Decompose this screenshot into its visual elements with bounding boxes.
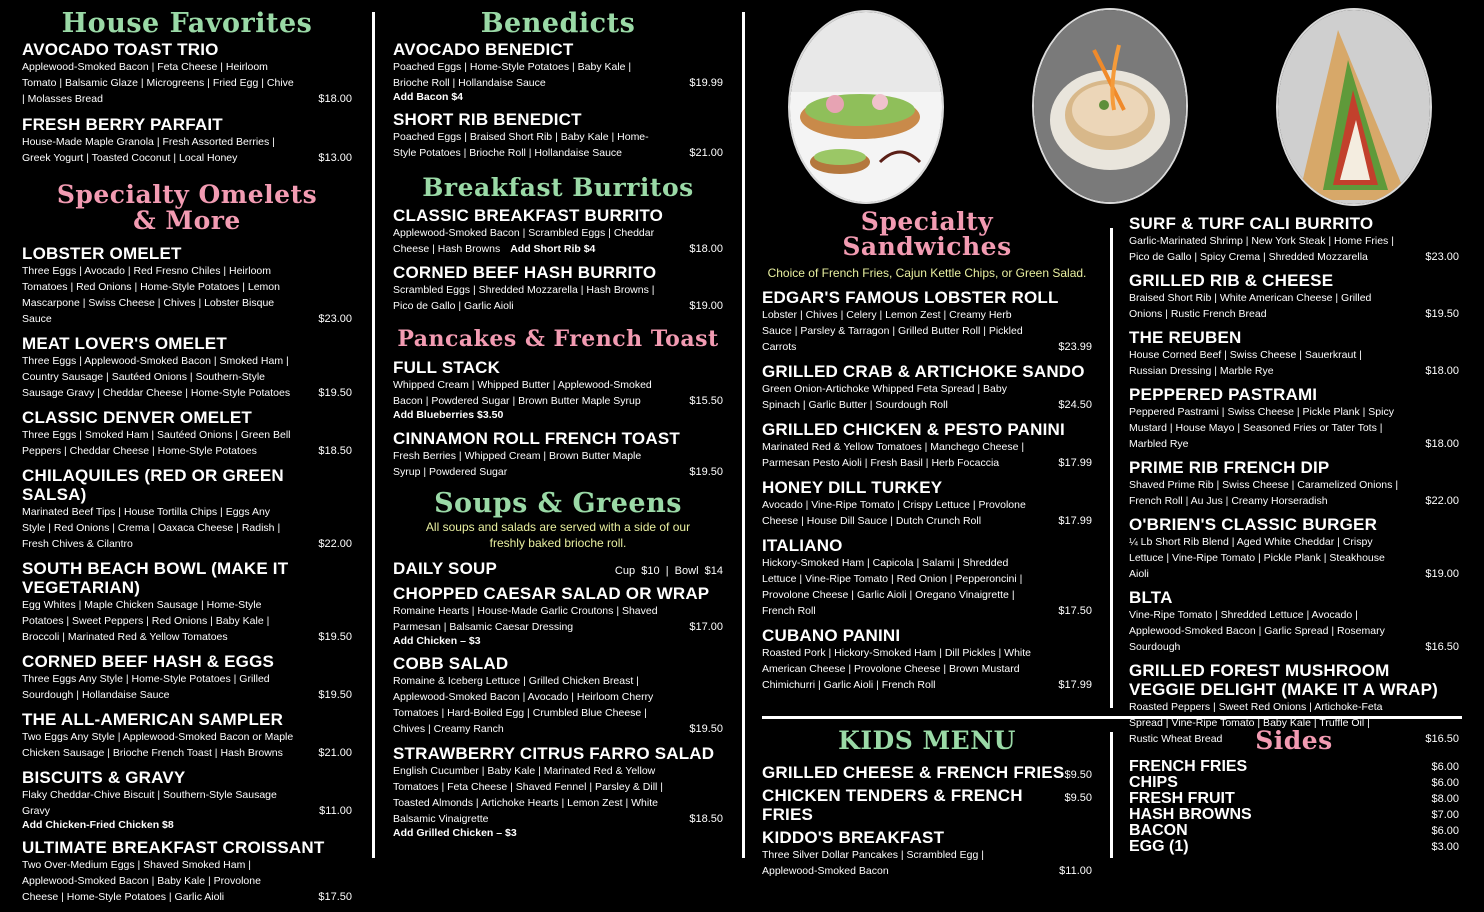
menu-item-description [22,729,352,761]
house-favorites-list [22,40,352,166]
sandwiches-list [762,288,1092,693]
menu-item-price: $13.00 [318,152,352,164]
menu-item-price: $18.00 [1425,365,1459,377]
menu-item-name: ULTIMATE BREAKFAST CROISSANT [22,838,325,857]
divider-1 [372,12,375,858]
menu-item [1129,214,1459,265]
menu-item-price: $17.99 [1058,515,1092,527]
menu-item-desc-text: Avocado | Vine-Ripe Tomato | Crispy Lettuce | Provolone Cheese | House Dill Sauce | Dutch Crunch Roll [762,499,1026,527]
menu-item-name: AVOCADO TOAST TRIO [22,40,219,59]
menu-item-desc-text: Poached Eggs | Braised Short Rib | Baby Kale | Home-Style Potatoes | Brioche Roll | Hollandaise Sauce [393,131,649,159]
menu-item-price: $18.50 [318,445,352,457]
menu-item-addon: Add Short Rib $4 [510,243,596,255]
menu-item-description [22,427,352,459]
menu-item-desc-text: Scrambled Eggs | Shredded Mozzarella | Hash Browns | Pico de Gallo | Garlic Aioli [393,284,655,312]
menu-item-name: O'BRIEN'S CLASSIC BURGER [1129,515,1378,534]
menu-item-desc-text: Shaved Prime Rib | Swiss Cheese | Caramelized Onions | French Roll | Au Jus | Creamy Horseradish [1129,479,1399,507]
menu-item-description [22,597,352,645]
section-title-house-favorites: House Favorites [61,8,313,39]
menu-item [1129,588,1459,655]
section-title-omelets-2: & More [133,206,241,235]
menu-item-price: $17.50 [318,891,352,903]
menu-item [762,288,1092,355]
sides-list [1129,759,1459,855]
menu-item-addon: Add Bacon $4 [393,91,464,103]
menu-item-price: $23.99 [1058,341,1092,353]
side-item-price: $6.00 [1431,761,1459,773]
menu-item-name: THE ALL-AMERICAN SAMPLER [22,710,284,729]
menu-item-price: $18.00 [318,93,352,105]
menu-item [22,244,352,327]
menu-item-name: FULL STACK [393,358,501,377]
menu-item-name: MEAT LOVER'S OMELET [22,334,227,353]
menu-item-name: KIDDO'S BREAKFAST [762,828,945,847]
menu-item-price: $23.00 [318,313,352,325]
burritos-list [393,206,723,314]
menu-item-name: SURF & TURF CALI BURRITO [1129,214,1374,233]
menu-item-desc-text: Garlic-Marinated Shrimp | New York Steak | Home Fries | Pico de Gallo | Spicy Crema | Shredded Mozzarella [1129,235,1394,263]
menu-item-description [1129,534,1459,582]
menu-item-description [762,307,1092,355]
menu-item-desc-text: English Cucumber | Baby Kale | Marinated Red & Yellow Tomatoes | Feta Cheese | Shaved Fennel | Parsley & Dill | Toasted Almonds | Artichoke Hearts | Lemon Zest | White Balsamic Vinaigrette [393,765,664,825]
photo-sandwich [1276,8,1432,206]
side-item-name: CHIPS [1129,774,1178,791]
menu-item [1129,385,1459,452]
menu-item-description [22,504,352,552]
menu-item-name: CHILAQUILES (RED OR GREEN SALSA) [22,466,284,504]
menu-item [762,536,1092,619]
menu-item-description [393,225,723,257]
menu-item [22,652,352,703]
menu-item [22,768,352,831]
menu-item-desc-text: Three Eggs | Avocado | Red Fresno Chiles | Heirloom Tomatoes | Red Onions | Home-Style Potatoes | Lemon Mascarpone | Swiss Cheese | Chives | Lobster Bisque Sauce [22,265,280,325]
menu-item-price: $19.50 [318,387,352,399]
menu-item-name: STRAWBERRY CITRUS FARRO SALAD [393,744,715,763]
menu-item-name: GRILLED CHEESE & FRENCH FRIES [762,763,1065,782]
side-item-price: $6.00 [1431,777,1459,789]
menu-item-description [393,673,723,737]
menu-item-desc-text: Braised Short Rib | White American Cheese | Grilled Onions | Rustic French Bread [1129,292,1372,320]
menu-item-name: AVOCADO BENEDICT [393,40,574,59]
cup-price: $10 [641,565,660,577]
menu-item-price: $18.00 [689,243,723,255]
cup-label: Cup [614,565,636,577]
menu-item-name: HONEY DILL TURKEY [762,478,943,497]
menu-item-desc-text: Two Eggs Any Style | Applewood-Smoked Bacon or Maple Chicken Sausage | Brioche French Toast | Hash Browns [22,731,294,759]
menu-item-price: $16.50 [1425,641,1459,653]
menu-item-description [393,377,723,409]
kids-menu [762,726,1092,883]
menu-item [1129,328,1459,379]
menu-item-description [393,448,723,480]
menu-item-price: $18.00 [1425,438,1459,450]
column-sandwiches [762,207,1092,700]
menu-item-price: $17.00 [689,621,723,633]
column-benedicts [393,0,723,846]
menu-item [393,263,723,314]
menu-item [22,40,352,107]
menu-item-desc-text: Three Eggs | Applewood-Smoked Bacon | Smoked Ham | Country Sausage | Sautéed Onions | Southern-Style Sausage Gravy | Cheddar Cheese | Home-Style Potatoes [22,355,291,399]
menu-item [1129,458,1459,509]
column-sandwiches-2 [1129,214,1459,753]
menu-item [762,786,1092,824]
menu-item-addon: Add Grilled Chicken – $3 [393,827,517,839]
section-title-benedicts: Benedicts [480,8,636,39]
menu-item-name: GRILLED CHICKEN & PESTO PANINI [762,420,1065,439]
menu-item-desc-text: Hickory-Smoked Ham | Capicola | Salami | Shredded Lettuce | Vine-Ripe Tomato | Red Onion | Pepperoncini | Provolone Cheese | Garlic Aioli | Oregano Vinaigrette | French Roll [762,557,1023,617]
salads-list [393,584,723,839]
menu-item [22,838,352,905]
menu-item-price: $17.99 [1058,457,1092,469]
menu-item-name: LOBSTER OMELET [22,244,182,263]
side-item-name: EGG (1) [1129,838,1189,855]
pancakes-list [393,358,723,480]
menu-item-desc-text: Egg Whites | Maple Chicken Sausage | Home-Style Potatoes | Sweet Peppers | Red Onions | Baby Kale | Broccoli | Marinated Red & Yellow Tomatoes [22,599,270,643]
menu-item-description [393,763,723,827]
side-item [1129,823,1459,839]
menu-item-description [393,282,723,314]
menu-item-name: PEPPERED PASTRAMI [1129,385,1318,404]
section-title-kids: KIDS MENU [838,726,1016,755]
menu-item-name: FRESH BERRY PARFAIT [22,115,223,134]
menu-item-name: PRIME RIB FRENCH DIP [1129,458,1330,477]
menu-item-addon: Add Blueberries $3.50 [393,409,504,421]
menu-item-desc-text: Three Eggs | Smoked Ham | Sautéed Onions | Green Bell Peppers | Cheddar Cheese | Home-Style Potatoes [22,429,291,457]
sandwiches-list-2 [1129,214,1459,747]
menu-item-name: CUBANO PANINI [762,626,901,645]
side-item-price: $3.00 [1431,841,1459,853]
sandwiches-note: Choice of French Fries, Cajun Kettle Chips, or Green Salad. [767,266,1087,280]
menu-item-description [762,439,1092,471]
daily-soup-prices: Cup $10 | Bowl $14 [614,565,723,577]
menu-item [22,408,352,459]
menu-item-name: ITALIANO [762,536,843,555]
side-item [1129,775,1459,791]
side-item [1129,791,1459,807]
side-item-price: $7.00 [1431,809,1459,821]
menu-item-description [762,645,1092,693]
menu-item-price: $17.99 [1058,679,1092,691]
menu-item [762,362,1092,413]
menu-item-name: CORNED BEEF HASH BURRITO [393,263,657,282]
side-item [1129,807,1459,823]
menu-item-price: $19.00 [1425,568,1459,580]
menu-item-price: $22.00 [318,538,352,550]
menu-item [22,115,352,166]
menu-item [393,429,723,480]
menu-item-desc-text: Fresh Berries | Whipped Cream | Brown Butter Maple Syrup | Powdered Sugar [393,450,642,478]
menu-item-description [1129,233,1459,265]
menu-item-name: BLTA [1129,588,1173,607]
menu-item-desc-text: Peppered Pastrami | Swiss Cheese | Pickle Plank | Spicy Mustard | House Mayo | Seasoned Fries or Tater Tots | Marbled Rye [1129,406,1394,450]
side-item [1129,759,1459,775]
menu-item-description [1129,347,1459,379]
divider-2 [742,12,745,858]
menu-item-desc-text: Flaky Cheddar-Chive Biscuit | Southern-Style Sausage Gravy [22,789,277,817]
side-item [1129,839,1459,855]
menu-item-price: $22.00 [1425,495,1459,507]
divider-4 [1110,732,1113,858]
menu-item-price: $19.50 [689,723,723,735]
menu-item-description [762,381,1092,413]
menu-item-description [1129,404,1459,452]
menu-item-desc-text: Three Eggs Any Style | Home-Style Potatoes | Grilled Sourdough | Hollandaise Sauce [22,673,270,701]
side-item-name: HASH BROWNS [1129,806,1252,823]
menu-item-desc-text: Romaine Hearts | House-Made Garlic Croutons | Shaved Parmesan | Balsamic Caesar Dressing [393,605,658,633]
menu-item [393,584,723,647]
section-title-soups: Soups & Greens [434,488,682,519]
bowl-price: $14 [704,565,723,577]
menu-item-desc-text: Roasted Peppers | Sweet Red Onions | Artichoke-Feta Spread | Vine-Ripe Tomato | Baby Kale | Truffle Oil | Rustic Wheat Bread [1129,701,1383,745]
menu-item [393,744,723,839]
omelets-list [22,244,352,905]
photo-lobster-roll [1032,8,1188,204]
menu-item-desc-text: Marinated Red & Yellow Tomatoes | Manchego Cheese | Parmesan Pesto Aioli | Fresh Basil | Herb Focaccia [762,441,1025,469]
menu-item-description [393,603,723,635]
menu-item-price: $17.50 [1058,605,1092,617]
side-item-name: BACON [1129,822,1188,839]
menu-item-name: CORNED BEEF HASH & EGGS [22,652,275,671]
menu-item [393,358,723,421]
menu-item-desc-text: ¼ Lb Short Rib Blend | Aged White Cheddar | Crispy Lettuce | Vine-Ripe Tomato | Pickle Plank | Steakhouse Aioli [1129,536,1385,580]
bowl-label: Bowl [674,565,699,577]
menu-item-price: $16.50 [1425,733,1459,745]
menu-item-description [393,59,723,91]
menu-item-desc-text: Green Onion-Artichoke Whipped Feta Spread | Baby Spinach | Garlic Butter | Sourdough Roll [762,383,1007,411]
menu-item-desc-text: House-Made Maple Granola | Fresh Assorted Berries | Greek Yogurt | Toasted Coconut | Local Honey [22,136,275,164]
menu-item-price: $19.50 [689,466,723,478]
menu-item-name: GRILLED FOREST MUSHROOM VEGGIE DELIGHT (MAKE IT A WRAP) [1129,661,1439,699]
divider-3 [1110,228,1113,708]
menu-item-name: EDGAR'S FAMOUS LOBSTER ROLL [762,288,1059,307]
menu-item-name: CLASSIC DENVER OMELET [22,408,252,427]
menu-item-description [1129,477,1459,509]
menu-item-name: CHOPPED CAESAR SALAD OR WRAP [393,584,710,603]
menu-item-desc-text: Poached Eggs | Home-Style Potatoes | Baby Kale | Brioche Roll | Hollandaise Sauce [393,61,632,89]
menu-item-name: SOUTH BEACH BOWL (MAKE IT VEGETARIAN) [22,559,289,597]
menu-item-price: $11.00 [1059,865,1092,877]
menu-item-description [22,263,352,327]
menu-item [762,763,1092,782]
section-title-omelets-1: Specialty Omelets [56,180,318,209]
menu-item-price: $11.00 [319,805,352,817]
menu-item-price: $21.00 [689,147,723,159]
menu-item-description [22,857,352,905]
menu-item [22,559,352,645]
menu-item [22,334,352,401]
menu-item-name: CLASSIC BREAKFAST BURRITO [393,206,664,225]
menu-item-price: $21.00 [318,747,352,759]
menu-item-price: $19.99 [689,77,723,89]
daily-soup-name: DAILY SOUP [393,559,498,578]
menu-item-price: $19.50 [1425,308,1459,320]
menu-item-addon: Add Chicken – $3 [393,635,481,647]
menu-item-price: $19.50 [318,631,352,643]
menu-item-desc-text: Two Over-Medium Eggs | Shaved Smoked Ham | Applewood-Smoked Bacon | Baby Kale | Provolone Cheese | Home-Style Potatoes | Garlic Aioli [22,859,261,903]
soups-note: All soups and salads are served with a side of our freshly baked brioche roll. [425,520,691,550]
menu-item [393,110,723,161]
side-item-name: FRESH FRUIT [1129,790,1235,807]
menu-item-description [1129,290,1459,322]
menu-item-desc-text: Whipped Cream | Whipped Butter | Applewood-Smoked Bacon | Powdered Sugar | Brown Butter Maple Syrup [393,379,652,407]
kids-list [762,763,1092,879]
menu-item-description [762,847,1092,879]
menu-item [1129,515,1459,582]
section-title-sandwiches-1: Specialty [860,207,994,236]
section-title-pancakes: Pancakes & French Toast [397,326,719,352]
menu-item-name: SHORT RIB BENEDICT [393,110,582,129]
menu-item-price: $9.50 [1064,769,1092,781]
menu-item-name: GRILLED RIB & CHEESE [1129,271,1334,290]
menu-item-description [22,671,352,703]
side-item-price: $8.00 [1431,793,1459,805]
menu-item [393,654,723,737]
menu-item-desc-text: Applewood-Smoked Bacon | Scrambled Eggs | Cheddar Cheese | Hash Browns [393,227,655,255]
menu-item-description [762,555,1092,619]
menu-item [1129,271,1459,322]
menu-item-addon: Add Chicken-Fried Chicken $8 [22,819,174,831]
menu-item-description [22,787,352,819]
menu-item-desc-text: Romaine & Iceberg Lettuce | Grilled Chicken Breast | Applewood-Smoked Bacon | Avocado | Heirloom Cherry Tomatoes | Hard-Boiled Egg | Crumbled Blue Cheese | Chives | Creamy Ranch [393,675,654,735]
menu-item-price: $15.50 [689,395,723,407]
menu-item-description [22,134,352,166]
menu-item-description [22,353,352,401]
menu-item-price: $18.50 [689,813,723,825]
menu-item-desc-text: Roasted Pork | Hickory-Smoked Ham | Dill Pickles | White American Cheese | Provolone Cheese | Brown Mustard Chimichurri | Garlic Aioli | French Roll [762,647,1032,691]
menu-item-name: THE REUBEN [1129,328,1242,347]
menu-item-name: GRILLED CRAB & ARTICHOKE SANDO [762,362,1085,381]
menu-item [393,40,723,103]
section-title-sides: Sides [1255,726,1333,755]
menu-item [22,710,352,761]
menu-item-desc-text: Applewood-Smoked Bacon | Feta Cheese | Heirloom Tomato | Balsamic Glaze | Microgreens | Fried Egg | Chive | Molasses Bread [22,61,294,105]
menu-item-desc-text: Marinated Beef Tips | House Tortilla Chips | Eggs Any Style | Red Onions | Crema | Oaxaca Cheese | Radish | Fresh Chives & Cilantro [22,506,281,550]
menu-item [762,828,1092,879]
sides-section [1129,726,1459,855]
menu-item-price: $19.00 [689,300,723,312]
menu-item-price: $24.50 [1058,399,1092,411]
side-item-name: FRENCH FRIES [1129,758,1248,775]
menu-item-description [393,129,723,161]
menu-item-price: $19.50 [318,689,352,701]
menu-item-desc-text: Three Silver Dollar Pancakes | Scrambled Egg | Applewood-Smoked Bacon [762,849,984,877]
menu-item-price: $23.00 [1425,251,1459,263]
menu-item-name: BISCUITS & GRAVY [22,768,186,787]
section-title-burritos: Breakfast Burritos [422,173,694,202]
menu-item-desc-text: Vine-Ripe Tomato | Shredded Lettuce | Avocado | Applewood-Smoked Bacon | Garlic Spread | Rosemary Sourdough [1129,609,1385,653]
photo-avocado-toast [788,10,944,204]
menu-item [762,626,1092,693]
side-item-price: $6.00 [1431,825,1459,837]
daily-soup [393,559,723,578]
menu-item [393,206,723,257]
menu-item-name: COBB SALAD [393,654,509,673]
menu-item-name: CHICKEN TENDERS & FRENCH FRIES [762,786,1023,824]
menu-item-description [762,497,1092,529]
menu-item-description [1129,607,1459,655]
menu-item-name: CINNAMON ROLL FRENCH TOAST [393,429,680,448]
menu-item [22,466,352,552]
menu-item-desc-text: House Corned Beef | Swiss Cheese | Sauerkraut | Russian Dressing | Marble Rye [1129,349,1362,377]
menu-item-description [22,59,352,107]
benedicts-list [393,40,723,161]
menu-item [762,478,1092,529]
menu-item [762,420,1092,471]
column-breakfast [22,0,352,912]
menu-item-price: $9.50 [1064,792,1092,804]
menu-item-desc-text: Lobster | Chives | Celery | Lemon Zest | Creamy Herb Sauce | Parsley & Tarragon | Grilled Butter Roll | Pickled Carrots [762,309,1023,353]
section-title-sandwiches-2: Sandwiches [842,232,1012,261]
